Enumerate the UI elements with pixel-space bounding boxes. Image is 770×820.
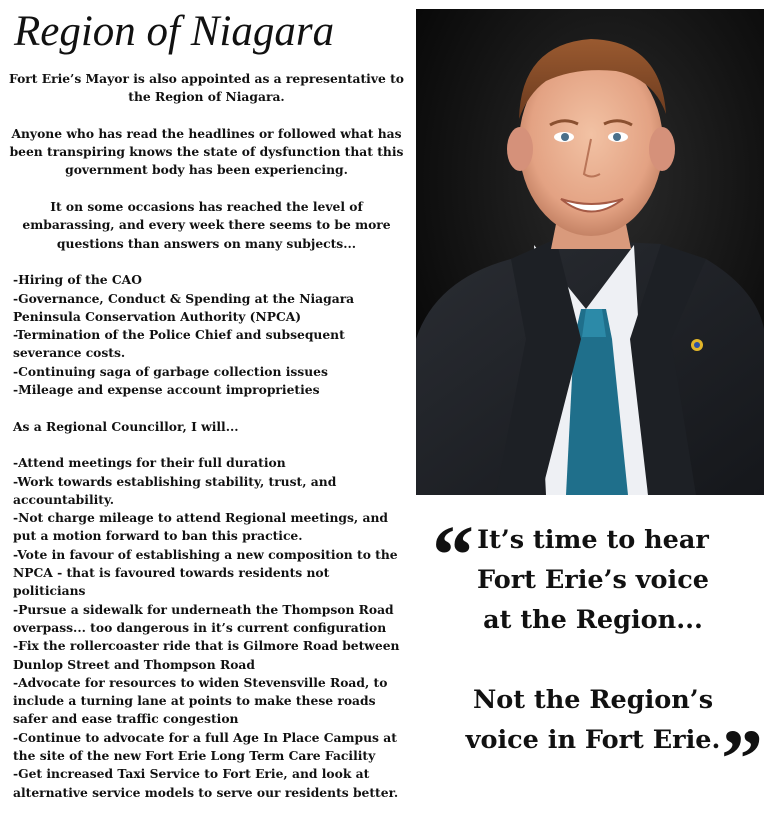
- quote-line: Not the Region’s: [472, 685, 714, 715]
- pledge-item: -Continue to advocate for a full Age In Place Campus at the site of the new Fort Erie Long Term Care Facility: [13, 729, 397, 763]
- intro-paragraph: Fort Erie’s Mayor is also appointed as a representative to the Region of Niagara.: [9, 71, 404, 105]
- body-text: [8, 70, 405, 820]
- issue-item: -Termination of the Police Chief and subsequent severance costs.: [13, 327, 345, 361]
- issues-list: [8, 271, 405, 399]
- quote-line: It’s time to hear: [477, 525, 709, 555]
- pledge-item: -Pursue a sidewalk for underneath the Thompson Road overpass... too dangerous in it’s current configuration: [13, 601, 394, 635]
- pledge-item: -Attend meetings for their full duration: [13, 455, 286, 471]
- pledge-item: -Advocate for resources to widen Stevensville Road, to include a turning lane at points to make these roads safer and ease traffic congestion: [13, 674, 388, 727]
- open-quote-mark: “: [432, 509, 474, 602]
- portrait-illustration: [416, 9, 764, 495]
- quote-line: Fort Erie’s voice: [477, 565, 709, 595]
- issue-item: -Governance, Conduct & Spending at the Niagara Peninsula Conservation Authority (NPCA): [13, 290, 355, 324]
- page-title: Region of Niagara: [14, 8, 335, 55]
- pledge-item: -Work towards establishing stability, trust, and accountability.: [13, 473, 337, 507]
- campaign-quote: [420, 520, 766, 760]
- candidate-portrait-photo: [416, 9, 764, 495]
- quote-line: at the Region...: [483, 605, 703, 635]
- intro-paragraph: Anyone who has read the headlines or followed what has been transpiring knows the state of dysfunction that this government body has been experiencing.: [9, 125, 404, 178]
- pledge-item: -Get increased Taxi Service to Fort Erie, and look at alternative service models to serve our residents better.: [13, 766, 399, 800]
- issue-item: -Continuing saga of garbage collection issues: [13, 363, 328, 379]
- pledge-item: -Vote in favour of establishing a new composition to the NPCA - that is favoured towards residents not politicians: [13, 546, 398, 599]
- close-quote-mark: ”: [721, 713, 763, 806]
- issue-item: -Mileage and expense account improprieties: [13, 382, 320, 398]
- quote-line: voice in Fort Erie.: [465, 725, 721, 755]
- pledge-list: [8, 454, 405, 802]
- intro-paragraph: It on some occasions has reached the level of embarassing, and every week there seems to be more questions than answers on many subjects...: [22, 199, 391, 251]
- pledge-heading: As a Regional Councillor, I will...: [13, 418, 239, 434]
- pledge-item: -Not charge mileage to attend Regional meetings, and put a motion forward to ban this practice.: [13, 510, 388, 544]
- pledge-item: -Fix the rollercoaster ride that is Gilmore Road between Dunlop Street and Thompson Road: [13, 638, 400, 672]
- issue-item: -Hiring of the CAO: [13, 272, 142, 288]
